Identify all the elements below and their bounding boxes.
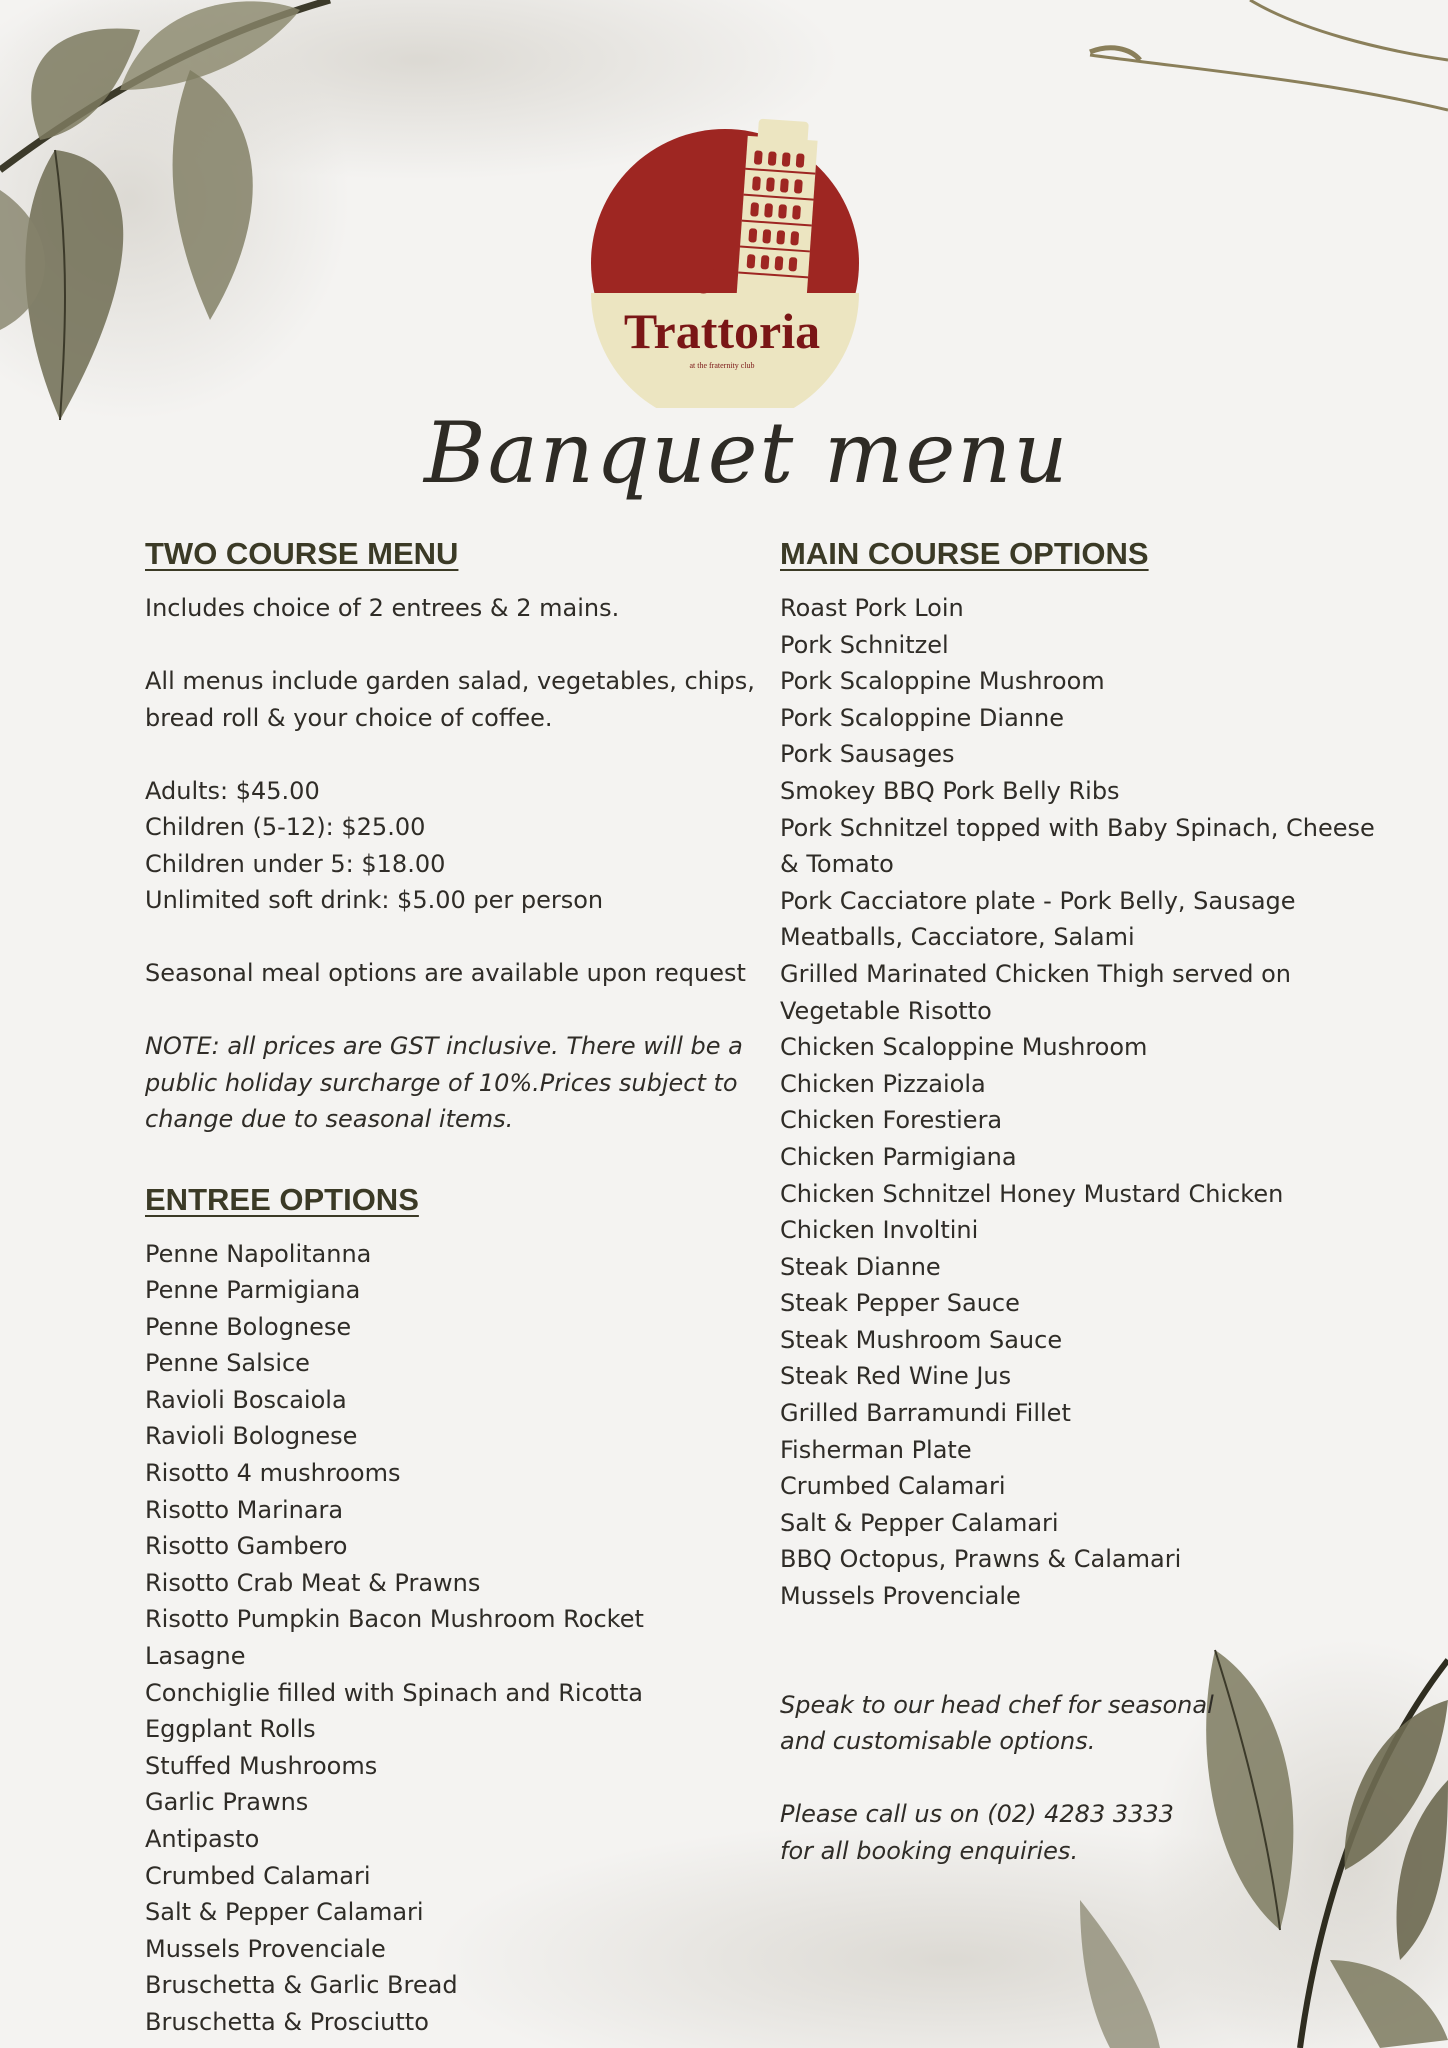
main-course-item: Steak Mushroom Sauce — [780, 1325, 1063, 1354]
main-course-item: Chicken Scaloppine Mushroom — [780, 1033, 1148, 1062]
entree-item: Risotto Crab Meat & Prawns — [145, 1568, 481, 1597]
price-children-under-5: Children under 5: $18.00 — [145, 849, 446, 878]
entree-heading: ENTREE OPTIONS — [145, 1181, 419, 1217]
entree-item: Eggplant Rolls — [145, 1715, 316, 1744]
entree-item: Ravioli Bolognese — [145, 1422, 358, 1451]
la-trattoria-logo — [590, 118, 860, 408]
entree-item: Penne Napolitanna — [145, 1239, 372, 1268]
main-course-item: Pork Scaloppine Dianne — [780, 703, 1064, 732]
main-course-item: Pork Scaloppine Mushroom — [780, 667, 1105, 696]
entree-item: Antipasto — [145, 1825, 260, 1853]
branch-line-top-right-icon — [1090, 0, 1448, 110]
gst-note-line-2: public holiday surcharge of 10%.Prices subject to — [145, 1068, 738, 1097]
entree-item: Risotto Gambero — [145, 1532, 348, 1561]
two-course-intro: Includes choice of 2 entrees & 2 mains. — [145, 594, 620, 622]
entree-item: Salt & Pepper Calamari — [145, 1898, 424, 1927]
entree-item: Mussels Provenciale — [145, 1934, 386, 1963]
leaning-tower-icon — [735, 118, 819, 320]
main-course-item: Chicken Pizzaiola — [780, 1069, 986, 1098]
entree-item: Risotto Marinara — [145, 1495, 344, 1524]
entree-item: Bruschetta & Garlic Bread — [145, 1971, 458, 2000]
entree-item: Risotto 4 mushrooms — [145, 1459, 401, 1488]
main-course-item: Pork Cacciatore plate - Pork Belly, Sausage — [780, 886, 1296, 915]
main-course-item: & Tomato — [780, 850, 894, 879]
logo-tagline: at the fraternity club — [689, 361, 755, 370]
chef-note-line-1: Speak to our head chef for seasonal — [780, 1690, 1214, 1719]
logo-name-line2: Trattoria — [623, 303, 821, 359]
main-course-item: Pork Schnitzel topped with Baby Spinach, Cheese — [780, 813, 1375, 842]
main-course-item: Salt & Pepper Calamari — [780, 1508, 1059, 1537]
entree-item: Garlic Prawns — [145, 1788, 309, 1817]
entree-list — [145, 1236, 745, 2041]
main-course-item: Vegetable Risotto — [780, 996, 992, 1025]
includes-line-1: All menus include garden salad, vegetables, chips, — [145, 667, 755, 695]
main-course-item: Steak Pepper Sauce — [780, 1289, 1020, 1318]
entree-item: Penne Parmigiana — [145, 1276, 361, 1305]
entree-item: Risotto Pumpkin Bacon Mushroom Rocket — [145, 1605, 644, 1634]
price-soft-drink: Unlimited soft drink: $5.00 per person — [145, 886, 604, 914]
entree-item: Stuffed Mushrooms — [145, 1751, 378, 1780]
main-course-item: Grilled Marinated Chicken Thigh served on — [780, 959, 1291, 988]
main-course-item: BBQ Octopus, Prawns & Calamari — [780, 1545, 1182, 1574]
two-course-heading: TWO COURSE MENU — [145, 536, 459, 571]
main-course-item: Steak Red Wine Jus — [780, 1362, 1012, 1391]
main-course-item: Roast Pork Loin — [780, 594, 964, 622]
entree-item: Ravioli Boscaiola — [145, 1385, 347, 1414]
entree-item: Crumbed Calamari — [145, 1861, 371, 1890]
main-course-item: Steak Dianne — [780, 1252, 941, 1281]
seasonal-note: Seasonal meal options are available upon request — [145, 959, 746, 987]
main-course-item: Mussels Provenciale — [780, 1582, 1021, 1611]
gst-note-line-3: change due to seasonal items. — [145, 1105, 514, 1133]
main-course-item: Meatballs, Cacciatore, Salami — [780, 923, 1135, 952]
main-course-item: Pork Schnitzel — [780, 630, 949, 659]
chef-note-line-2: and customisable options. — [780, 1727, 1096, 1756]
booking-line-1: Please call us on (02) 4283 3333 — [780, 1800, 1174, 1829]
main-course-item: Chicken Schnitzel Honey Mustard Chicken — [780, 1179, 1284, 1208]
gst-note-line-1: NOTE: all prices are GST inclusive. There will be a — [145, 1032, 743, 1060]
entree-item: Penne Salsice — [145, 1349, 310, 1378]
main-course-heading: MAIN COURSE OPTIONS — [780, 536, 1149, 571]
entree-item: Lasagne — [145, 1642, 246, 1671]
main-course-item: Fisherman Plate — [780, 1435, 972, 1464]
price-adults: Adults: $45.00 — [145, 776, 320, 805]
entree-item: Penne Bolognese — [145, 1312, 352, 1341]
main-course-item: Chicken Parmigiana — [780, 1142, 1017, 1171]
main-course-item: Crumbed Calamari — [780, 1472, 1006, 1501]
right-column — [780, 532, 1380, 1869]
main-course-list — [780, 590, 1380, 1615]
entree-item: Conchiglie filled with Spinach and Ricotta — [145, 1678, 643, 1707]
main-course-item: Pork Sausages — [780, 740, 955, 769]
entree-item: Bruschetta & Prosciutto — [145, 2007, 429, 2036]
price-children: Children (5-12): $25.00 — [145, 813, 426, 841]
main-course-item: Chicken Involtini — [780, 1216, 979, 1245]
logo-name-line1: La — [659, 248, 721, 305]
page-title: Banquet menu — [424, 404, 1070, 502]
main-course-item: Grilled Barramundi Fillet — [780, 1399, 1071, 1428]
main-course-item: Smokey BBQ Pork Belly Ribs — [780, 776, 1120, 805]
main-course-item: Chicken Forestiera — [780, 1106, 1003, 1135]
booking-line-2: for all booking enquiries. — [780, 1836, 1079, 1865]
left-column — [145, 532, 755, 2041]
includes-line-2: bread roll & your choice of coffee. — [145, 703, 553, 732]
